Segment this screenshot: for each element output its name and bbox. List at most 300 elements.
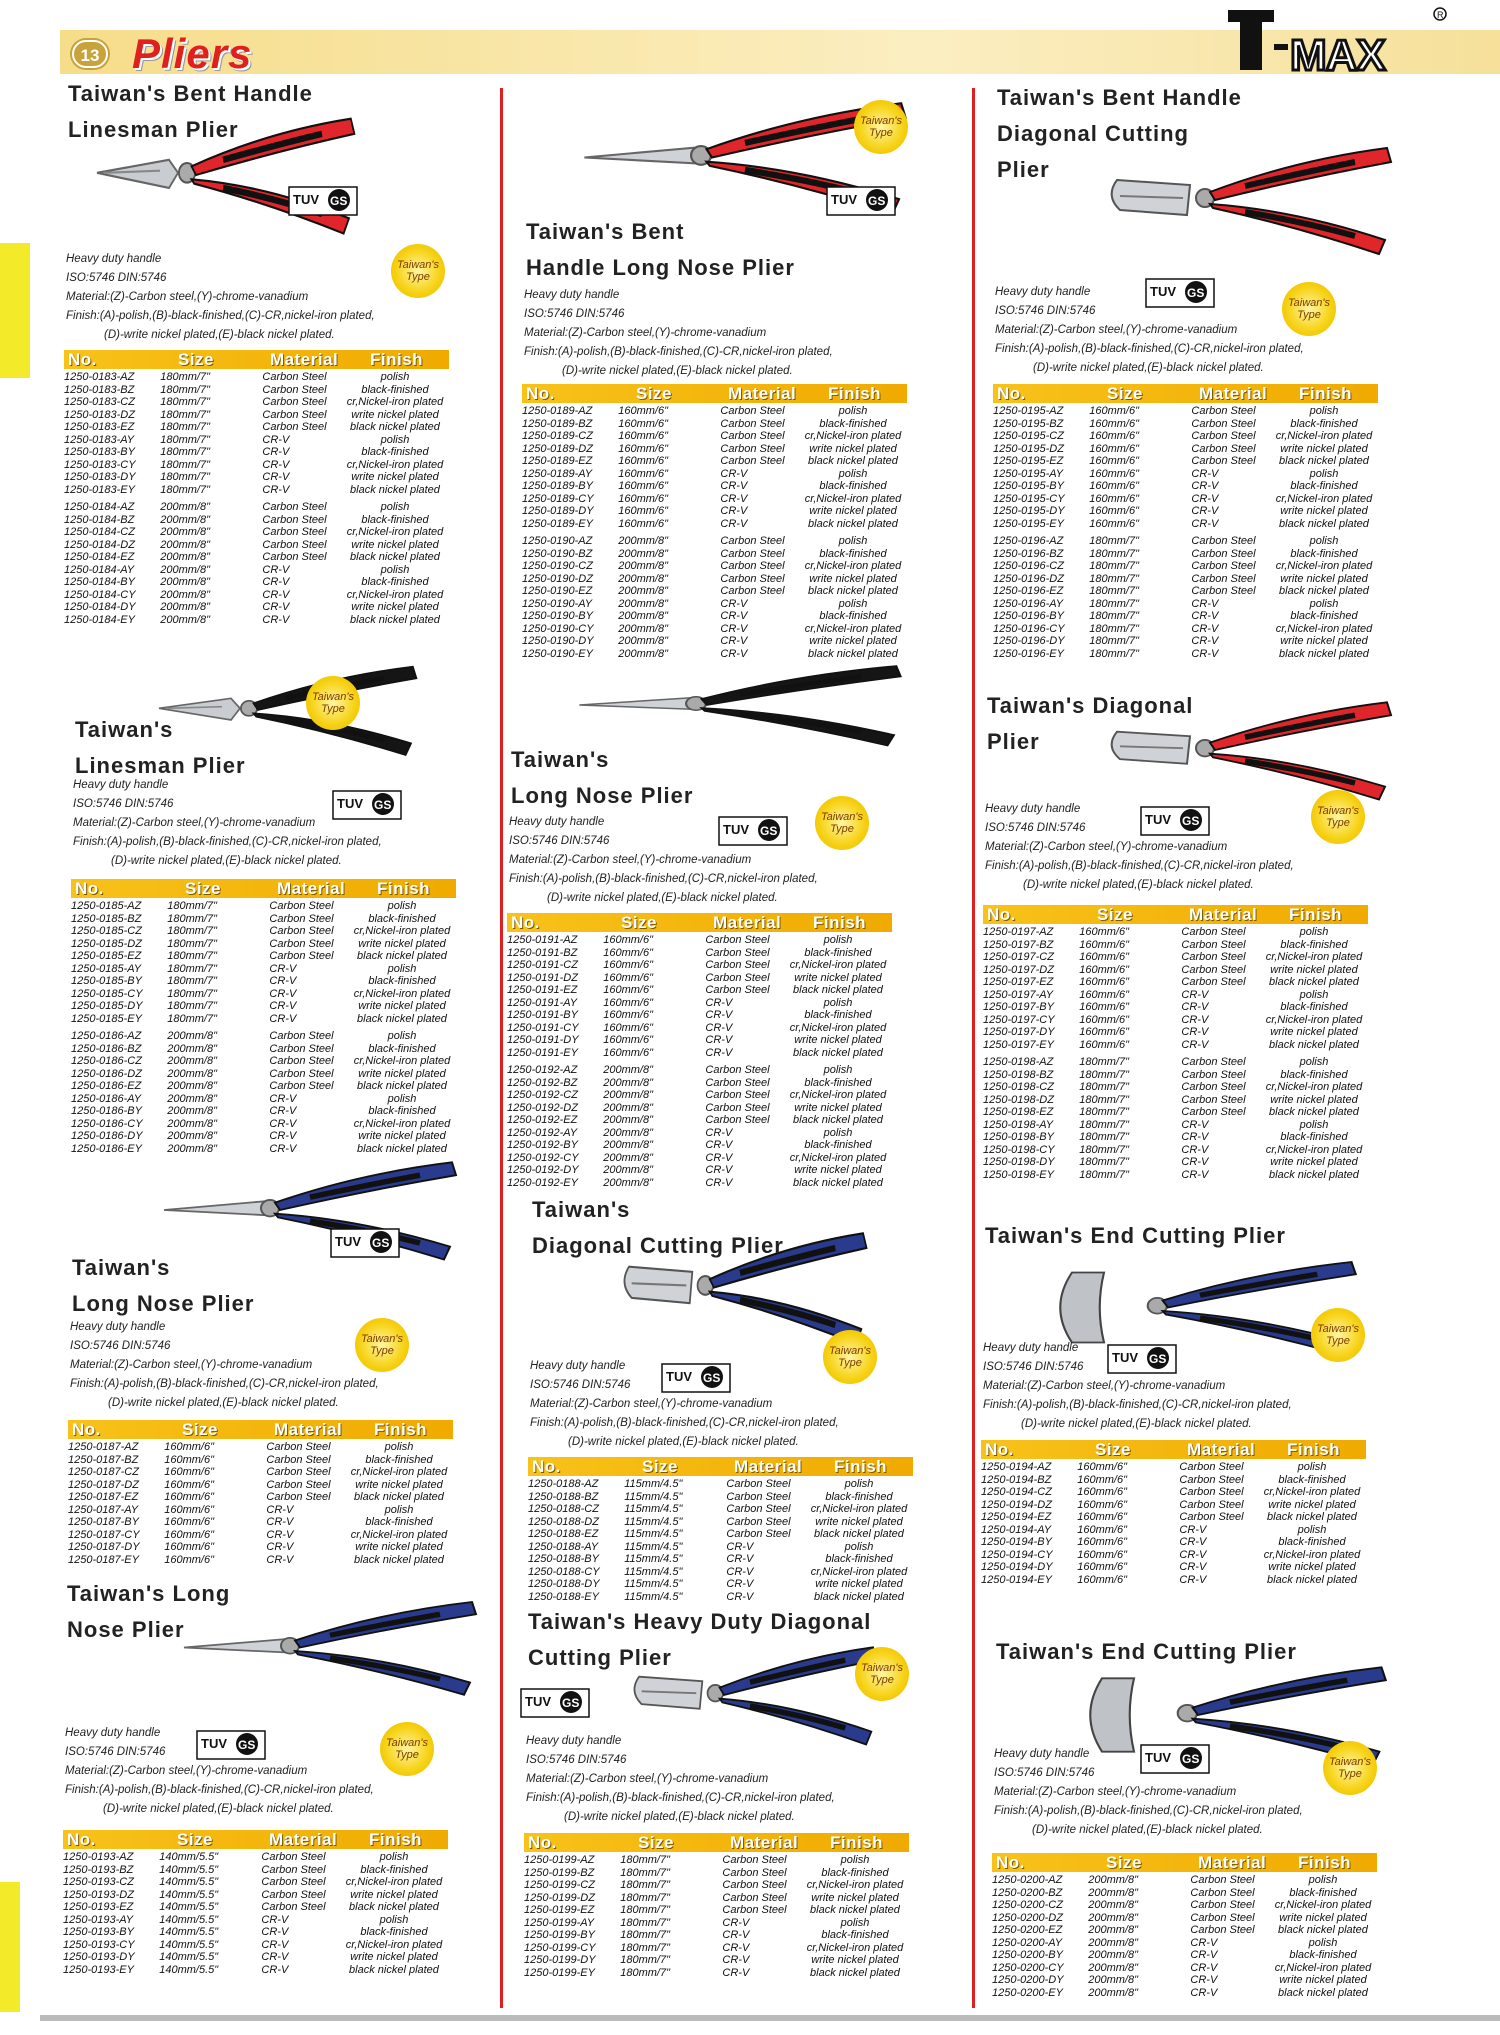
table-cell: Carbon Steel xyxy=(1179,1486,1244,1498)
column-header-finish: Finish xyxy=(834,1457,888,1476)
table-cell: 180mm/7" xyxy=(1079,1131,1130,1143)
table-cell: black nickel plated xyxy=(814,1590,904,1603)
table-cell: 1250-0195-AY xyxy=(993,467,1064,480)
spec-line: (D)-write nickel plated,(E)-black nickel plated. xyxy=(1032,1824,1263,1836)
product-title-line: Taiwan's Heavy Duty Diagonal xyxy=(528,1609,872,1634)
table-cell: 1250-0194-DZ xyxy=(981,1498,1052,1511)
table-row xyxy=(507,1077,892,1090)
table-cell: CR-V xyxy=(266,1553,294,1566)
table-cell: 180mm/7" xyxy=(160,371,211,383)
row-group xyxy=(981,1461,1366,1586)
table-cell: cr,Nickel-iron plated xyxy=(1275,622,1373,635)
table-cell: 1250-0188-CY xyxy=(528,1565,600,1578)
spec-line: Finish:(A)-polish,(B)-black-finished,(C)-CR,nickel-iron plated, xyxy=(526,1792,835,1804)
table-cell: 1250-0199-EY xyxy=(524,1966,595,1979)
table-cell: CR-V xyxy=(1181,1143,1209,1156)
table-cell: CR-V xyxy=(720,492,748,505)
table-cell: black nickel plated xyxy=(1267,1511,1357,1523)
table-cell: 1250-0187-BZ xyxy=(68,1453,139,1466)
table-row xyxy=(983,964,1368,977)
table-row xyxy=(64,421,449,434)
table-cell: Carbon Steel xyxy=(722,1854,787,1866)
row-group xyxy=(522,535,907,660)
product-title-line: Taiwan's Bent xyxy=(526,219,685,244)
table-cell: black nickel plated xyxy=(350,551,440,563)
table-header xyxy=(983,905,1368,924)
table-cell: 200mm/8" xyxy=(167,1055,218,1067)
table-cell: Carbon Steel xyxy=(1191,560,1256,572)
table-cell: 1250-0190-DY xyxy=(522,635,594,647)
table-cell: 1250-0194-CY xyxy=(981,1548,1053,1561)
table-row xyxy=(993,585,1378,598)
table-cell: CR-V xyxy=(1191,467,1219,480)
table-cell: CR-V xyxy=(1191,480,1219,492)
table-cell: black nickel plated xyxy=(354,1553,444,1566)
table-cell: write nickel plated xyxy=(350,1951,438,1963)
product-title-line: Taiwan's Diagonal xyxy=(987,693,1194,718)
product-table xyxy=(524,1833,909,1979)
tuv-gs-badge xyxy=(826,186,896,216)
column-header-finish: Finish xyxy=(828,384,882,403)
table-cell: write nickel plated xyxy=(1270,1026,1358,1038)
table-cell: 200mm/8" xyxy=(167,1067,218,1080)
table-row xyxy=(68,1441,453,1454)
table-cell: black-finished xyxy=(819,610,887,622)
table-cell: 160mm/6" xyxy=(1077,1511,1128,1523)
table-cell: Carbon Steel xyxy=(1191,455,1256,467)
table-row xyxy=(983,1001,1368,1014)
table-cell: Carbon Steel xyxy=(269,900,334,912)
table-cell: CR-V xyxy=(1191,610,1219,622)
table-header xyxy=(993,384,1378,403)
table-cell: 1250-0196-EZ xyxy=(993,585,1064,597)
table-cell: Carbon Steel xyxy=(1181,1093,1246,1106)
table-cell: CR-V xyxy=(262,613,290,626)
table-cell: Carbon Steel xyxy=(1179,1511,1244,1523)
spec-line: Heavy duty handle xyxy=(530,1360,626,1372)
table-cell: 200mm/8" xyxy=(1088,1911,1139,1924)
table-cell: Carbon Steel xyxy=(1181,1068,1246,1081)
brand-logo xyxy=(1218,2,1450,76)
product-specs xyxy=(70,1318,379,1413)
table-row xyxy=(64,471,449,484)
table-row xyxy=(981,1486,1366,1499)
table-cell: 1250-0196-CZ xyxy=(993,560,1064,572)
table-row xyxy=(71,950,456,963)
table-cell: 1250-0192-AY xyxy=(507,1126,578,1139)
spec-line: (D)-write nickel plated,(E)-black nickel plated. xyxy=(547,892,778,904)
svg-text:GS: GS xyxy=(1187,286,1205,300)
table-cell: polish xyxy=(1309,467,1339,480)
table-cell: 180mm/7" xyxy=(160,471,211,483)
table-cell: 1250-0196-AY xyxy=(993,597,1064,610)
table-row xyxy=(507,947,892,960)
table-cell: 1250-0198-EZ xyxy=(983,1106,1054,1118)
spec-line: (D)-write nickel plated,(E)-black nickel plated. xyxy=(111,855,342,867)
product-title-line: Taiwan's xyxy=(511,747,610,772)
table-cell: cr,Nickel-iron plated xyxy=(810,1503,908,1515)
table-row xyxy=(507,1102,892,1115)
table-cell: 160mm/6" xyxy=(164,1541,215,1553)
column-header-size: Size xyxy=(1107,384,1144,403)
table-row xyxy=(983,939,1368,952)
table-cell: black-finished xyxy=(819,547,887,560)
table-cell: 1250-0185-BY xyxy=(71,975,142,987)
table-cell: 180mm/7" xyxy=(1079,1068,1130,1081)
table-cell: polish xyxy=(380,563,410,576)
table-cell: 180mm/7" xyxy=(1079,1056,1130,1068)
table-cell: polish xyxy=(823,996,853,1009)
table-cell: cr,Nickel-iron plated xyxy=(346,526,444,538)
table-cell: CR-V xyxy=(720,610,748,622)
table-cell: CR-V xyxy=(262,446,290,458)
table-cell: 1250-0189-AZ xyxy=(522,405,593,417)
table-row xyxy=(992,1924,1377,1937)
product-title-line: Handle Long Nose Plier xyxy=(526,255,795,280)
table-cell: 200mm/8" xyxy=(160,513,211,526)
table-row xyxy=(507,934,892,947)
product-table xyxy=(983,905,1368,1181)
table-cell: 115mm/4.5" xyxy=(624,1503,683,1515)
product-title-line: Long Nose Plier xyxy=(511,783,694,808)
table-cell: Carbon Steel xyxy=(262,501,327,513)
table-cell: 180mm/7" xyxy=(1089,647,1140,660)
product-title-line: Linesman Plier xyxy=(68,117,239,142)
table-row xyxy=(71,988,456,1001)
taiwan-type-stamp: Taiwan's Type xyxy=(1311,790,1365,844)
product-specs xyxy=(983,1339,1292,1434)
table-cell: Carbon Steel xyxy=(266,1453,331,1466)
table-row xyxy=(983,1081,1368,1094)
spec-line: Material:(Z)-Carbon steel,(Y)-chrome-vanadium xyxy=(73,817,316,829)
table-cell: 1250-0190-EY xyxy=(522,647,593,660)
spec-line: ISO:5746 DIN:5746 xyxy=(65,1746,166,1758)
table-cell: black nickel plated xyxy=(357,950,447,962)
table-cell: 160mm/6" xyxy=(1077,1548,1128,1561)
table-cell: polish xyxy=(838,405,868,417)
table-cell: 140mm/5.5" xyxy=(159,1963,219,1976)
product-table xyxy=(993,384,1378,660)
table-cell: black-finished xyxy=(360,1926,428,1938)
row-group xyxy=(522,405,907,530)
table-cell: 200mm/8" xyxy=(618,622,669,635)
table-cell: 160mm/6" xyxy=(1079,938,1130,951)
spec-line: (D)-write nickel plated,(E)-black nickel plated. xyxy=(562,365,793,377)
table-cell: 1250-0188-DY xyxy=(528,1578,600,1590)
table-cell: CR-V xyxy=(720,622,748,635)
table-cell: 1250-0187-CY xyxy=(68,1528,140,1541)
table-cell: Carbon Steel xyxy=(720,560,785,572)
table-cell: polish xyxy=(840,1854,870,1866)
spec-line: Material:(Z)-Carbon steel,(Y)-chrome-vanadium xyxy=(524,327,767,339)
table-cell: 1250-0192-DZ xyxy=(507,1101,578,1114)
table-header xyxy=(71,879,456,898)
svg-text:TUV: TUV xyxy=(1150,284,1176,299)
product-title-line: Taiwan's xyxy=(532,1197,631,1222)
spec-line: Heavy duty handle xyxy=(526,1735,622,1747)
column-header-no: No. xyxy=(68,350,97,369)
table-cell: Carbon Steel xyxy=(269,1042,334,1055)
table-cell: black-finished xyxy=(1278,1473,1346,1486)
table-row xyxy=(507,1177,892,1190)
svg-text:GS: GS xyxy=(868,194,886,208)
table-cell: 1250-0198-BY xyxy=(983,1131,1054,1143)
table-cell: Carbon Steel xyxy=(705,1064,770,1076)
table-cell: write nickel plated xyxy=(1279,1974,1367,1986)
table-cell: 1250-0187-DY xyxy=(68,1541,140,1553)
table-cell: 1250-0195-DY xyxy=(993,505,1065,517)
table-cell: black-finished xyxy=(821,1929,889,1941)
table-cell: 160mm/6" xyxy=(164,1478,215,1491)
table-row xyxy=(522,430,907,443)
table-row xyxy=(64,396,449,409)
table-row xyxy=(981,1524,1366,1537)
table-row xyxy=(528,1541,913,1554)
svg-text:GS: GS xyxy=(562,1696,580,1710)
table-cell: write nickel plated xyxy=(351,471,439,483)
column-header-size: Size xyxy=(1097,905,1134,924)
table-row xyxy=(522,585,907,598)
table-cell: 140mm/5.5" xyxy=(159,1901,219,1913)
table-cell: 1250-0193-BY xyxy=(63,1926,134,1938)
table-cell: 200mm/8" xyxy=(618,635,669,647)
table-cell: 1250-0200-CY xyxy=(992,1961,1064,1974)
table-cell: write nickel plated xyxy=(811,1891,899,1904)
table-cell: black-finished xyxy=(1280,1068,1348,1081)
table-cell: 1250-0186-EY xyxy=(71,1142,142,1155)
table-cell: 160mm/6" xyxy=(1079,951,1130,963)
table-row xyxy=(993,405,1378,418)
table-cell: Carbon Steel xyxy=(705,959,770,971)
table-cell: Carbon Steel xyxy=(705,1089,770,1101)
table-cell: write nickel plated xyxy=(815,1578,903,1590)
table-cell: 160mm/6" xyxy=(164,1441,215,1453)
table-cell: 160mm/6" xyxy=(1079,1026,1130,1038)
table-cell: Carbon Steel xyxy=(722,1904,787,1916)
taiwan-type-stamp: Taiwan's Type xyxy=(355,1318,409,1372)
spec-line: Material:(Z)-Carbon steel,(Y)-chrome-vanadium xyxy=(66,291,309,303)
table-row xyxy=(528,1528,913,1541)
column-header-no: No. xyxy=(75,879,104,898)
table-row xyxy=(63,1939,448,1952)
product-table xyxy=(63,1830,448,1976)
table-cell: 180mm/7" xyxy=(167,987,218,1000)
product-table xyxy=(507,913,892,1189)
table-cell: CR-V xyxy=(720,505,748,517)
table-cell: 200mm/8" xyxy=(618,535,669,547)
table-cell: 160mm/6" xyxy=(618,517,669,530)
table-cell: 1250-0186-BY xyxy=(71,1105,142,1117)
table-cell: 160mm/6" xyxy=(603,959,654,971)
table-cell: 160mm/6" xyxy=(603,996,654,1009)
table-row xyxy=(981,1536,1366,1549)
column-header-no: No. xyxy=(526,384,555,403)
table-cell: Carbon Steel xyxy=(1179,1498,1244,1511)
table-row xyxy=(983,1094,1368,1107)
table-row xyxy=(64,564,449,577)
taiwan-type-stamp: Taiwan's Type xyxy=(1282,282,1336,336)
table-cell: 1250-0195-CY xyxy=(993,492,1065,505)
svg-text:GS: GS xyxy=(760,824,778,838)
table-row xyxy=(524,1954,909,1967)
table-cell: black nickel plated xyxy=(350,483,440,496)
table-cell: 200mm/8" xyxy=(603,1064,654,1076)
table-cell: Carbon Steel xyxy=(261,1876,326,1888)
table-cell: write nickel plated xyxy=(809,635,897,647)
table-row xyxy=(524,1867,909,1880)
table-row xyxy=(71,1105,456,1118)
table-row xyxy=(63,1864,448,1877)
table-row xyxy=(981,1549,1366,1562)
table-cell: CR-V xyxy=(269,975,297,987)
table-cell: 200mm/8" xyxy=(618,572,669,585)
table-row xyxy=(507,1047,892,1060)
table-cell: 200mm/8" xyxy=(167,1130,218,1142)
table-cell: 180mm/7" xyxy=(160,458,211,471)
table-cell: 1250-0198-CY xyxy=(983,1143,1055,1156)
product-title xyxy=(68,76,313,148)
table-cell: black-finished xyxy=(804,1139,872,1151)
spec-line: Heavy duty handle xyxy=(66,253,162,265)
table-cell: black nickel plated xyxy=(793,984,883,996)
column-header-finish: Finish xyxy=(1299,384,1353,403)
table-row xyxy=(71,1000,456,1013)
table-cell: 1250-0185-BZ xyxy=(71,912,142,925)
table-cell: Carbon Steel xyxy=(262,526,327,538)
table-row xyxy=(528,1491,913,1504)
spec-line: Finish:(A)-polish,(B)-black-finished,(C)-CR,nickel-iron plated, xyxy=(73,836,382,848)
table-cell: black nickel plated xyxy=(349,1963,439,1976)
table-cell: 180mm/7" xyxy=(1089,610,1140,622)
table-cell: CR-V xyxy=(720,635,748,647)
table-cell: 180mm/7" xyxy=(1089,572,1140,585)
table-cell: 1250-0194-AY xyxy=(981,1523,1052,1536)
table-cell: cr,Nickel-iron plated xyxy=(806,1879,904,1891)
table-cell: black-finished xyxy=(1290,547,1358,560)
table-cell: polish xyxy=(387,962,417,975)
table-cell: 160mm/6" xyxy=(618,455,669,467)
table-row xyxy=(68,1541,453,1554)
table-cell: write nickel plated xyxy=(355,1541,443,1553)
table-cell: 115mm/4.5" xyxy=(624,1540,683,1553)
table-cell: write nickel plated xyxy=(355,1478,443,1491)
row-group xyxy=(993,405,1378,530)
svg-text:GS: GS xyxy=(703,1371,721,1385)
table-cell: 1250-0191-AY xyxy=(507,996,578,1009)
spec-line: ISO:5746 DIN:5746 xyxy=(524,308,625,320)
table-cell: 180mm/7" xyxy=(167,912,218,925)
table-cell: black nickel plated xyxy=(350,421,440,433)
table-cell: 1250-0186-CZ xyxy=(71,1055,142,1067)
table-cell: black-finished xyxy=(1289,1886,1357,1899)
table-cell: CR-V xyxy=(720,467,748,480)
page-title: Pliers xyxy=(132,30,253,77)
table-row xyxy=(993,505,1378,518)
table-cell: 160mm/6" xyxy=(164,1466,215,1478)
table-cell: 180mm/7" xyxy=(160,396,211,408)
table-cell: CR-V xyxy=(705,1009,733,1021)
table-row xyxy=(993,610,1378,623)
table-row xyxy=(68,1479,453,1492)
table-cell: 1250-0197-DZ xyxy=(983,963,1054,976)
svg-text:TUV: TUV xyxy=(293,192,319,207)
table-cell: black nickel plated xyxy=(1267,1573,1357,1586)
table-header xyxy=(64,350,449,369)
table-cell: 1250-0193-EZ xyxy=(63,1901,134,1913)
table-cell: 1250-0191-BZ xyxy=(507,946,578,959)
spec-line: ISO:5746 DIN:5746 xyxy=(66,272,167,284)
table-cell: 160mm/6" xyxy=(618,492,669,505)
table-header xyxy=(992,1853,1377,1872)
table-row xyxy=(522,648,907,661)
table-cell: Carbon Steel xyxy=(269,1030,334,1042)
table-row xyxy=(993,598,1378,611)
table-cell: 1250-0197-DY xyxy=(983,1026,1055,1038)
table-cell: Carbon Steel xyxy=(262,371,327,383)
product-title xyxy=(511,742,693,814)
table-cell: 1250-0185-DY xyxy=(71,1000,143,1012)
table-cell: polish xyxy=(384,1441,414,1453)
table-row xyxy=(993,418,1378,431)
table-cell: 200mm/8" xyxy=(618,560,669,572)
table-cell: black nickel plated xyxy=(1279,455,1369,467)
table-cell: write nickel plated xyxy=(1270,1156,1358,1168)
table-cell: 180mm/7" xyxy=(167,900,218,912)
table-row xyxy=(522,480,907,493)
table-cell: 160mm/6" xyxy=(1077,1523,1128,1536)
column-header-material: Material xyxy=(728,384,797,403)
table-cell: 115mm/4.5" xyxy=(624,1490,683,1503)
table-cell: 180mm/7" xyxy=(620,1966,671,1979)
product-title-line: Diagonal Cutting Plier xyxy=(532,1233,784,1258)
table-cell: CR-V xyxy=(269,1092,297,1105)
spec-line: Material:(Z)-Carbon steel,(Y)-chrome-vanadium xyxy=(526,1773,769,1785)
product-title xyxy=(75,712,246,784)
table-cell: CR-V xyxy=(261,1951,289,1963)
svg-text:GS: GS xyxy=(374,798,392,812)
table-cell: 1250-0187-DZ xyxy=(68,1478,139,1491)
table-cell: 140mm/5.5" xyxy=(159,1863,219,1876)
table-cell: Carbon Steel xyxy=(720,455,785,467)
table-row xyxy=(983,989,1368,1002)
table-cell: 1250-0192-EZ xyxy=(507,1114,578,1126)
table-cell: Carbon Steel xyxy=(269,1067,334,1080)
row-group xyxy=(68,1441,453,1566)
table-cell: cr,Nickel-iron plated xyxy=(1263,1486,1361,1498)
table-cell: CR-V xyxy=(726,1565,754,1578)
table-cell: 160mm/6" xyxy=(1079,1013,1130,1026)
table-row xyxy=(522,468,907,481)
table-cell: cr,Nickel-iron plated xyxy=(353,1055,451,1067)
table-cell: black nickel plated xyxy=(357,1142,447,1155)
table-cell: 180mm/7" xyxy=(620,1854,671,1866)
svg-text:R: R xyxy=(1437,10,1444,20)
product-specs xyxy=(530,1357,839,1452)
product-title-line: Taiwan's xyxy=(75,717,174,742)
table-cell: 180mm/7" xyxy=(1079,1156,1130,1168)
table-cell: 1250-0185-EY xyxy=(71,1012,142,1025)
table-cell: 200mm/8" xyxy=(603,1076,654,1089)
table-cell: CR-V xyxy=(1181,1131,1209,1143)
table-cell: 1250-0189-EY xyxy=(522,517,593,530)
table-cell: 160mm/6" xyxy=(618,430,669,442)
table-cell: 1250-0187-EY xyxy=(68,1553,139,1566)
table-cell: cr,Nickel-iron plated xyxy=(804,560,902,572)
column-header-material: Material xyxy=(270,350,339,369)
table-cell: cr,Nickel-iron plated xyxy=(804,430,902,442)
product-title xyxy=(532,1192,784,1264)
table-row xyxy=(528,1578,913,1591)
